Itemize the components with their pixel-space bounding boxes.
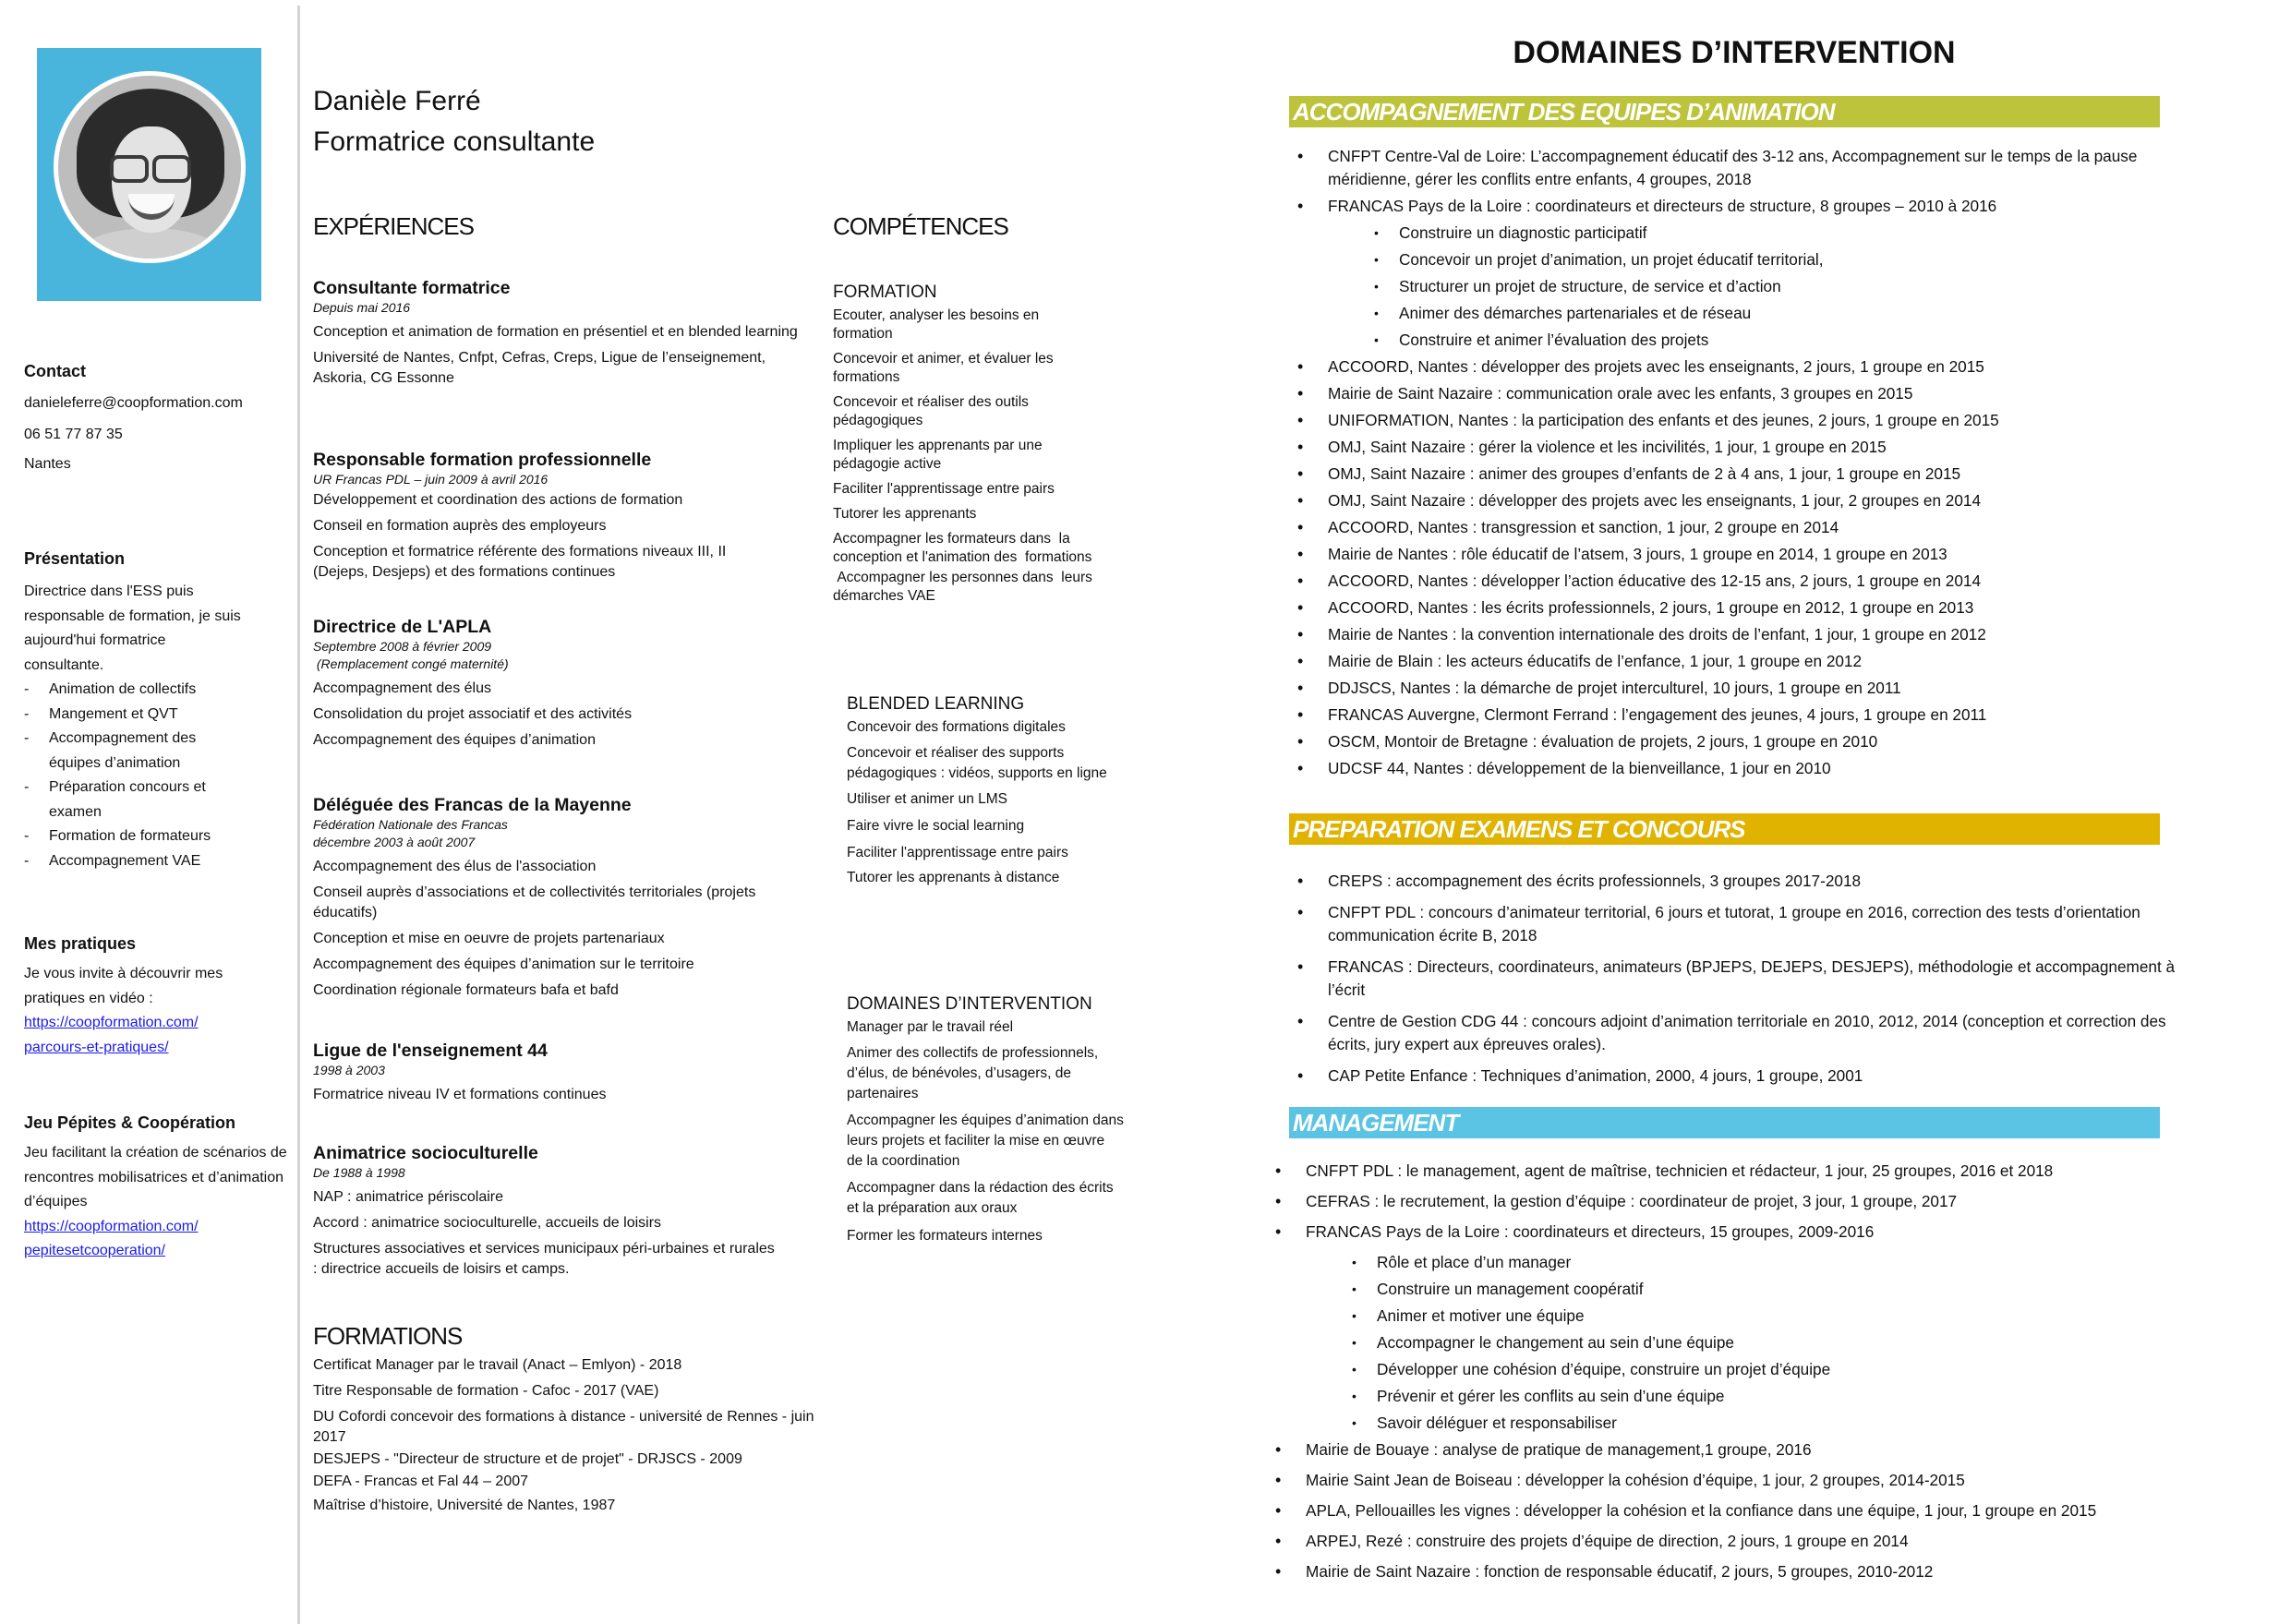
job-entry xyxy=(313,449,812,583)
section-band-preparation: PREPARATION EXAMENS ET CONCOURS xyxy=(1289,813,2160,845)
domaine-subitem: • Construire un diagnostic participatif xyxy=(1289,222,2213,245)
jeu-block xyxy=(24,1141,292,1264)
jeu-link[interactable] xyxy=(24,1215,292,1264)
pratiques-link[interactable] xyxy=(24,1011,236,1060)
domaine-subitem: • Concevoir un projet d’animation, un projet éducatif territorial, xyxy=(1289,248,2213,271)
competence-item: Concevoir des formations digitales xyxy=(847,719,1066,735)
presentation-text xyxy=(24,580,246,873)
job-title: Consultante formatrice xyxy=(313,278,511,298)
job-dates: décembre 2003 à août 2007 xyxy=(313,835,476,849)
domaine-item: • FRANCAS Pays de la Loire : coordinateurs et directeurs de structure, 8 groupes – 2010 à 2016 xyxy=(1289,195,2213,218)
domaine-item: • CNFPT Centre-Val de Loire: L’accompagnement éducatif des 3-12 ans, Accompagnement sur le temps de la pause méridienne, gérer les conflits entre enfants, 4 groupes, 2018 xyxy=(1289,145,2177,191)
competences-heading: COMPÉTENCES xyxy=(833,212,1008,240)
pratiques-heading: Mes pratiques xyxy=(24,934,137,953)
section-band-accompagnement: ACCOMPAGNEMENT DES EQUIPES D’ANIMATION xyxy=(1289,96,2160,127)
jeu-text: Jeu facilitant la création de scénarios de rencontres mobilisatrices et d’animation d’équipes xyxy=(24,1145,287,1209)
job-entry xyxy=(313,277,812,389)
formation-item: Certificat Manager par le travail (Anact – Emlyon) - 2018 xyxy=(313,1357,682,1373)
job-line: Accompagnement des élus xyxy=(313,680,491,696)
competence-item: Concevoir et animer, et évaluer les formations xyxy=(833,351,1054,385)
domaine-item: • Mairie de Bouaye : analyse de pratique de management,1 groupe, 2016 xyxy=(1267,1438,2190,1462)
domaine-item: • Mairie de Blain : les acteurs éducatifs de l’enfance, 1 jour, 1 groupe en 2012 xyxy=(1289,650,2213,673)
formations-list xyxy=(313,1355,830,1516)
job-title: Responsable formation professionnelle xyxy=(313,450,652,470)
competence-item: Tutorer les apprenants xyxy=(833,506,977,522)
domaine-item: • DDJSCS, Nantes : la démarche de projet interculturel, 10 jours, 1 groupe en 2011 xyxy=(1289,677,2213,700)
job-line: Consolidation du projet associatif et des activités xyxy=(313,706,633,722)
domaine-subitem: • Construire un management coopératif xyxy=(1267,1278,2190,1301)
domaine-item: • APLA, Pellouailles les vignes : développer la cohésion et la confiance dans une équipe, 1 jour, 1 groupe en 2015 xyxy=(1267,1499,2190,1522)
domaine-item: • ACCOORD, Nantes : développer l’action éducative des 12-15 ans, 2 jours, 1 groupe en 2014 xyxy=(1289,570,2213,593)
job-line: Conception et animation de formation en présentiel et en blended learning xyxy=(313,324,798,340)
job-line: Structures associatives et services municipaux péri-urbaines et rurales : directrice accueils de loisirs et camps. xyxy=(313,1241,775,1277)
formation-item: Maîtrise d’histoire, Université de Nantes, 1987 xyxy=(313,1498,616,1513)
person-name: Danièle Ferré xyxy=(313,86,481,116)
profile-header xyxy=(313,81,595,162)
competence-item: Accompagner dans la rédaction des écrits et la préparation aux oraux xyxy=(847,1180,1114,1216)
competence-item: Animer des collectifs de professionnels, d’élus, de bénévoles, d’usagers, de partenaires xyxy=(847,1045,1099,1101)
presentation-item: - Accompagnement VAE xyxy=(24,849,246,874)
domaine-subitem: • Rôle et place d’un manager xyxy=(1267,1251,2190,1274)
profile-photo xyxy=(37,48,261,301)
job-dates: De 1988 à 1998 xyxy=(313,1165,405,1180)
domaine-item: • ACCOORD, Nantes : les écrits professionnels, 2 jours, 1 groupe en 2012, 1 groupe en 2013 xyxy=(1289,596,2213,620)
experiences-heading: EXPÉRIENCES xyxy=(313,212,474,240)
domaine-item: • CREPS : accompagnement des écrits professionnels, 3 groupes 2017-2018 xyxy=(1289,870,2196,893)
pratiques-link-line[interactable]: https://coopformation.com/ xyxy=(24,1015,199,1030)
job-note: (Remplacement congé maternité) xyxy=(313,656,509,671)
domaine-item: • UNIFORMATION, Nantes : la participation des enfants et des jeunes, 2 jours, 1 groupe en 2015 xyxy=(1289,409,2213,432)
job-dates: Septembre 2008 à février 2009 xyxy=(313,639,492,654)
domaine-subitem: • Accompagner le changement au sein d’une équipe xyxy=(1267,1331,2190,1354)
competence-item: Faciliter l'apprentissage entre pairs xyxy=(833,481,1055,497)
job-org: Fédération Nationale des Francas xyxy=(313,817,508,832)
job-entry xyxy=(313,1040,812,1105)
section-band-management: MANAGEMENT xyxy=(1289,1107,2160,1138)
domaine-subitem: • Savoir déléguer et responsabiliser xyxy=(1267,1412,2190,1435)
domaine-item: • ACCOORD, Nantes : développer des projets avec les enseignants, 2 jours, 1 groupe en 2015 xyxy=(1289,355,2213,379)
competence-item: Concevoir et réaliser des supports pédagogiques : vidéos, supports en ligne xyxy=(847,745,1107,781)
job-title: Directrice de L'APLA xyxy=(313,617,492,637)
contact-email[interactable]: danieleferre@coopformation.com xyxy=(24,395,243,411)
formation-item: DU Cofordi concevoir des formations à distance - université de Rennes - juin 2017 xyxy=(313,1409,814,1445)
contact-city: Nantes xyxy=(24,456,71,472)
job-line: Accompagnement des équipes d’animation xyxy=(313,732,596,748)
competence-group-heading: BLENDED LEARNING xyxy=(847,694,1025,714)
domaine-item: • OMJ, Saint Nazaire : gérer la violence et les incivilités, 1 jour, 1 groupe en 2015 xyxy=(1289,436,2213,459)
job-line: Conseil auprès d’associations et de collectivités territoriales (projets éducatifs) xyxy=(313,884,756,920)
presentation-item: - Mangement et QVT xyxy=(24,703,246,728)
job-line: Conception et formatrice référente des formations niveaux III, II (Dejeps, Desjeps) et des formations continues xyxy=(313,544,727,580)
job-entry xyxy=(313,616,812,751)
pratiques-text: Je vous invite à découvrir mes pratiques en vidéo : xyxy=(24,966,223,1006)
domaine-subitem: • Structurer un projet de structure, de service et d’action xyxy=(1289,275,2213,298)
presentation-list xyxy=(24,678,246,873)
domaine-item: • ACCOORD, Nantes : transgression et sanction, 1 jour, 2 groupe en 2014 xyxy=(1289,516,2213,539)
domaine-item: • Mairie Saint Jean de Boiseau : développer la cohésion d’équipe, 1 jour, 2 groupes, 2014-2015 xyxy=(1267,1469,2190,1492)
competence-item: Accompagner les équipes d’animation dans leurs projets et faciliter la mise en œuvre de la coordination xyxy=(847,1113,1124,1169)
domaine-subitem: • Animer des démarches partenariales et de réseau xyxy=(1289,302,2213,325)
formation-item: Titre Responsable de formation - Cafoc - 2017 (VAE) xyxy=(313,1383,659,1399)
domaine-item: • OSCM, Montoir de Bretagne : évaluation de projets, 2 jours, 1 groupe en 2010 xyxy=(1289,730,2213,753)
competence-item: Ecouter, analyser les besoins en formation xyxy=(833,307,1040,342)
pratiques-link-line[interactable]: parcours-et-pratiques/ xyxy=(24,1039,169,1055)
formation-item: DEFA - Francas et Fal 44 – 2007 xyxy=(313,1474,529,1489)
person-title: Formatrice consultante xyxy=(313,126,596,157)
job-dates: Depuis mai 2016 xyxy=(313,300,411,315)
domaine-item: • CEFRAS : le recrutement, la gestion d’équipe : coordinateur de projet, 3 jour, 1 groupe, 2017 xyxy=(1267,1190,2190,1213)
job-line: Accompagnement des équipes d’animation sur le territoire xyxy=(313,956,694,972)
domaines-title: DOMAINES D’INTERVENTION xyxy=(1513,35,1956,70)
domaine-item: • OMJ, Saint Nazaire : développer des projets avec les enseignants, 1 jour, 2 groupes en 2014 xyxy=(1289,489,2213,512)
domaine-item: • ARPEJ, Rezé : construire des projets d’équipe de direction, 2 jours, 1 groupe en 2014 xyxy=(1267,1530,2190,1553)
pratiques-block xyxy=(24,962,236,1060)
domaine-item: • FRANCAS Pays de la Loire : coordinateurs et directeurs, 15 groupes, 2009-2016 xyxy=(1267,1221,2190,1244)
job-dates: 1998 à 2003 xyxy=(313,1063,385,1077)
job-line: Coordination régionale formateurs bafa et bafd xyxy=(313,982,619,998)
job-line: Accompagnement des élus de l'association xyxy=(313,859,597,874)
domaine-item: • UDCSF 44, Nantes : développement de la bienveillance, 1 jour en 2010 xyxy=(1289,757,2213,780)
presentation-item: - Préparation concours et examen xyxy=(24,776,246,824)
formation-item: DESJEPS - "Directeur de structure et de projet" - DRJSCS - 2009 xyxy=(313,1451,742,1467)
jeu-heading: Jeu Pépites & Coopération xyxy=(24,1113,236,1132)
competence-group xyxy=(833,281,1128,606)
job-line: Développement et coordination des actions de formation xyxy=(313,492,683,508)
column-divider xyxy=(297,6,300,1624)
domaine-list xyxy=(1289,145,2213,784)
competence-item: Faciliter l'apprentissage entre pairs xyxy=(847,845,1068,860)
competence-item: Accompagner les personnes dans leurs démarches VAE xyxy=(833,570,1097,604)
domaine-item: • Mairie de Saint Nazaire : communication orale avec les enfants, 3 groupes en 2015 xyxy=(1289,382,2213,405)
domaine-item: • Mairie de Saint Nazaire : fonction de responsable éducatif, 2 jours, 5 groupes, 2010-2012 xyxy=(1267,1560,2190,1583)
competence-group-heading: DOMAINES D’INTERVENTION xyxy=(847,994,1092,1014)
competence-item: Former les formateurs internes xyxy=(847,1228,1043,1244)
competence-group-heading: FORMATION xyxy=(833,283,937,302)
avatar xyxy=(58,76,241,259)
job-line: Accord : animatrice socioculturelle, accueils de loisirs xyxy=(313,1215,662,1231)
job-title: Déléguée des Francas de la Mayenne xyxy=(313,795,632,815)
jeu-link-line[interactable]: https://coopformation.com/ xyxy=(24,1218,199,1234)
domaine-item: • FRANCAS Auvergne, Clermont Ferrand : l’engagement des jeunes, 4 jours, 1 groupe en 2011 xyxy=(1289,704,2213,727)
domaine-item: • Mairie de Nantes : rôle éducatif de l’atsem, 3 jours, 1 groupe en 2014, 1 groupe en 2013 xyxy=(1289,543,2213,566)
domaine-item: • FRANCAS : Directeurs, coordinateurs, animateurs (BPJEPS, DEJEPS, DESJEPS), méthodologie et accompagnement à l’écrit xyxy=(1289,956,2196,1002)
domaine-subitem: • Animer et motiver une équipe xyxy=(1267,1305,2190,1328)
competence-item: Accompagner les formateurs dans la conception et l'animation des formations xyxy=(833,531,1092,565)
job-dates: UR Francas PDL – juin 2009 à avril 2016 xyxy=(313,472,549,487)
domaine-subitem: • Développer une cohésion d’équipe, construire un projet d’équipe xyxy=(1267,1358,2190,1381)
domaine-list xyxy=(1267,1160,2190,1591)
photo-frame xyxy=(54,71,246,263)
competence-item: Utiliser et animer un LMS xyxy=(847,791,1008,807)
presentation-heading: Présentation xyxy=(24,549,126,568)
domaine-item: • CNFPT PDL : concours d’animateur territorial, 6 jours et tutorat, 1 groupe en 2016, correction des tests d’orientation communication écrite B, 2018 xyxy=(1289,901,2196,947)
job-line: Conception et mise en oeuvre de projets partenariaux xyxy=(313,931,665,946)
competence-item: Impliquer les apprenants par une pédagogie active xyxy=(833,438,1043,472)
presentation-item: - Accompagnement des équipes d’animation xyxy=(24,727,246,776)
competence-group xyxy=(847,992,1142,1245)
competence-item: Concevoir et réaliser des outils pédagogiques xyxy=(833,394,1029,428)
domaine-item: • Mairie de Nantes : la convention internationale des droits de l’enfant, 1 jour, 1 groupe en 2012 xyxy=(1289,623,2213,646)
job-line: NAP : animatrice périscolaire xyxy=(313,1189,504,1205)
presentation-paragraph: Directrice dans l'ESS puis responsable de formation, je suis aujourd'hui formatrice consultante. xyxy=(24,583,241,673)
job-title: Animatrice socioculturelle xyxy=(313,1143,538,1163)
jeu-link-line[interactable]: pepitesetcooperation/ xyxy=(24,1243,165,1258)
domaine-subitem: • Construire et animer l’évaluation des projets xyxy=(1289,329,2213,352)
job-line: Formatrice niveau IV et formations continues xyxy=(313,1087,607,1102)
contact-heading: Contact xyxy=(24,362,86,380)
formations-heading: FORMATIONS xyxy=(313,1322,463,1350)
job-entry xyxy=(313,1142,812,1280)
job-title: Ligue de l'enseignement 44 xyxy=(313,1041,548,1061)
domaine-item: • Centre de Gestion CDG 44 : concours adjoint d’animation territoriale en 2010, 2012, 2014 (conception et correction des écrits, jury expert aux épreuves orales). xyxy=(1289,1010,2196,1056)
domaine-item: • OMJ, Saint Nazaire : animer des groupes d’enfants de 2 à 4 ans, 1 jour, 1 groupe en 2015 xyxy=(1289,463,2213,486)
presentation-item: - Formation de formateurs xyxy=(24,824,246,849)
competence-group xyxy=(847,692,1142,887)
domaine-item: • CAP Petite Enfance : Techniques d’animation, 2000, 4 jours, 1 groupe, 2001 xyxy=(1289,1065,2196,1088)
contact-phone: 06 51 77 87 35 xyxy=(24,427,123,442)
domaine-subitem: • Prévenir et gérer les conflits au sein d’une équipe xyxy=(1267,1385,2190,1408)
presentation-item: - Animation de collectifs xyxy=(24,678,246,703)
competence-item: Tutorer les apprenants à distance xyxy=(847,870,1060,885)
job-line: Conseil en formation auprès des employeurs xyxy=(313,518,607,534)
competence-item: Manager par le travail réel xyxy=(847,1019,1014,1035)
domaine-list xyxy=(1289,870,2213,1096)
job-line: Université de Nantes, Cnfpt, Cefras, Creps, Ligue de l’enseignement, Askoria, CG Essonne xyxy=(313,350,766,386)
competence-item: Faire vivre le social learning xyxy=(847,818,1025,834)
job-entry xyxy=(313,794,812,1001)
domaine-item: • CNFPT PDL : le management, agent de maîtrise, technicien et rédacteur, 1 jour, 25 groupes, 2016 et 2018 xyxy=(1267,1160,2190,1183)
